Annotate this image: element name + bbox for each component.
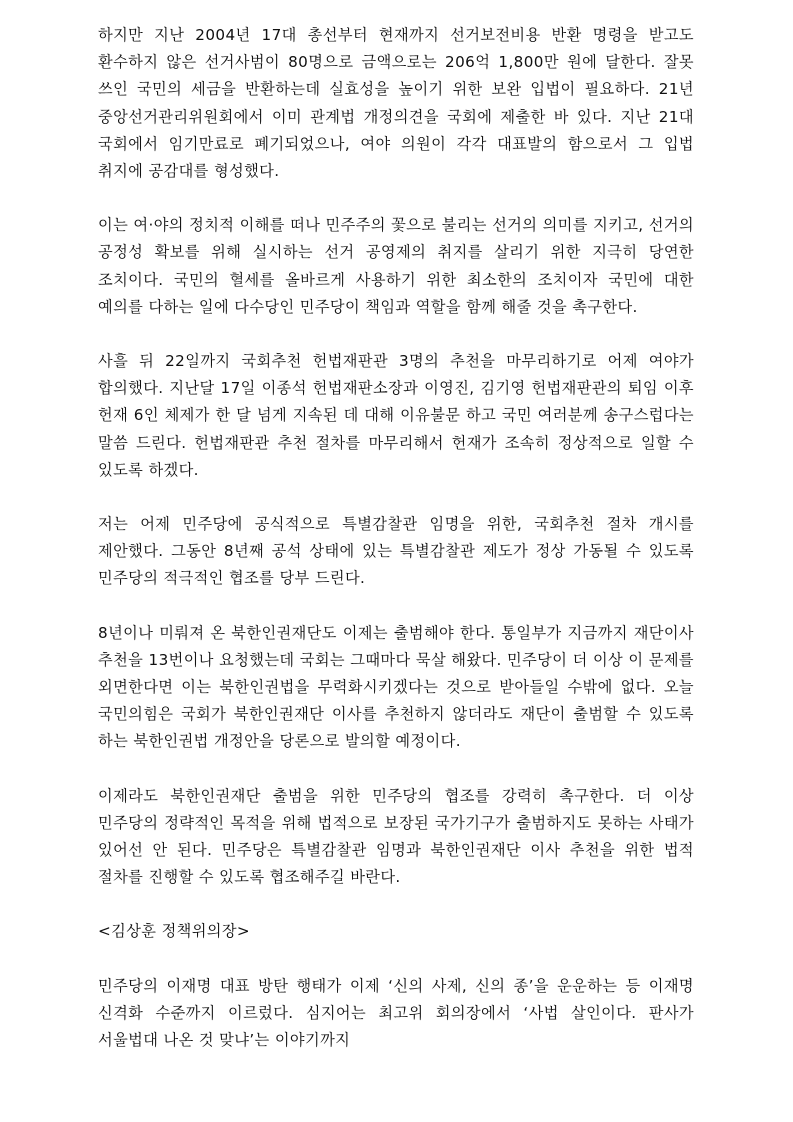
- paragraph-lee-jaemyung-deification: 민주당의 이재명 대표 방탄 행태가 이제 ‘신의 사제, 신의 종’을 운운하는 등 이재명 신격화 수준까지 이르렀다. 심지어는 최고위 회의장에서 ‘사법 살인이다. 판사가 서울법대 나온 것 맞냐’는 이야기까지: [98, 976, 694, 1050]
- paragraph-north-korea-human-rights-foundation: 8년이나 미뤄져 온 북한인권재단도 이제는 출범해야 한다. 통일부가 지금까지 재단이사 추천을 13번이나 요청했는데 국회는 그때마다 묵살 해왔다. 민주당이 더 이상 이 문제를 외면한다면 이는 북한인권법을 무력화시키겠다는 것으로 받아들일 수밖에 없다. 오늘 국민의힘은 국회가 북한인권재단 이사를 추천하지 않더라도 재단이 출범할 수 있도록 하는 북한인권법 개정안을 당론으로 발의할 예정이다.: [98, 623, 694, 751]
- paragraph-cooperation-request: 이제라도 북한인권재단 출범을 위한 민주당의 협조를 강력히 촉구한다. 더 이상 민주당의 정략적인 목적을 위해 법적으로 보장된 국가기구가 출범하지도 못하는 사태가 있어선 안 된다. 민주당은 특별감찰관 임명과 북한인권재단 이사 추천을 위한 법적 절차를 진행할 수 있도록 협조해주길 바란다.: [98, 786, 694, 887]
- speaker-heading: <김상훈 정책위의장>: [98, 922, 251, 941]
- paragraph-special-inspector: 저는 어제 민주당에 공식적으로 특별감찰관 임명을 위한, 국회추천 절차 개시를 제안했다. 그동안 8년째 공석 상태에 있는 특별감찰관 제도가 정상 가동될 수 있도록 민주당의 적극적인 협조를 당부 드린다.: [98, 515, 694, 588]
- paragraph-constitutional-judges: 사흘 뒤 22일까지 국회추천 헌법재판관 3명의 추천을 마무리하기로 어제 여야가 합의했다. 지난달 17일 이종석 헌법재판소장과 이영진, 김기영 헌법재판관의 퇴임 이후 헌재 6인 체제가 한 달 넘게 지속된 데 대해 이유불문 하고 국민 여러분께 송구스럽다는 말씀 드린다. 헌법재판관 추천 절차를 마무리해서 헌재가 조속히 정상적으로 일할 수 있도록 하겠다.: [98, 352, 694, 479]
- document-page: [98, 22, 694, 1081]
- paragraph-campaign-cost-refund: 하지만 지난 2004년 17대 총선부터 현재까지 선거보전비용 반환 명령을 받고도 환수하지 않은 선거사범이 80명으로 금액으로는 206억 1,800만 원에 달한다. 잘못 쓰인 국민의 세금을 반환하는데 실효성을 높이기 위한 보완 입법이 필요하다. 21년 중앙선거관리위원회에서 이미 관계법 개정의견을 국회에 제출한 바 있다. 지난 21대 국회에서 임기만료로 폐기되었으나, 여야 의원이 각각 대표발의 함으로서 그 입법 취지에 공감대를 형성했다.: [98, 26, 694, 181]
- paragraph-election-public-management: 이는 여·야의 정치적 이해를 떠나 민주주의 꽃으로 불리는 선거의 의미를 지키고, 선거의 공정성 확보를 위해 실시하는 선거 공영제의 취지를 살리기 위한 지극히 당연한 조치이다. 국민의 혈세를 올바르게 사용하기 위한 최소한의 조치이자 국민에 대한 예의를 다하는 일에 다수당인 민주당이 책임과 역할을 함께 해줄 것을 촉구한다.: [98, 216, 694, 316]
